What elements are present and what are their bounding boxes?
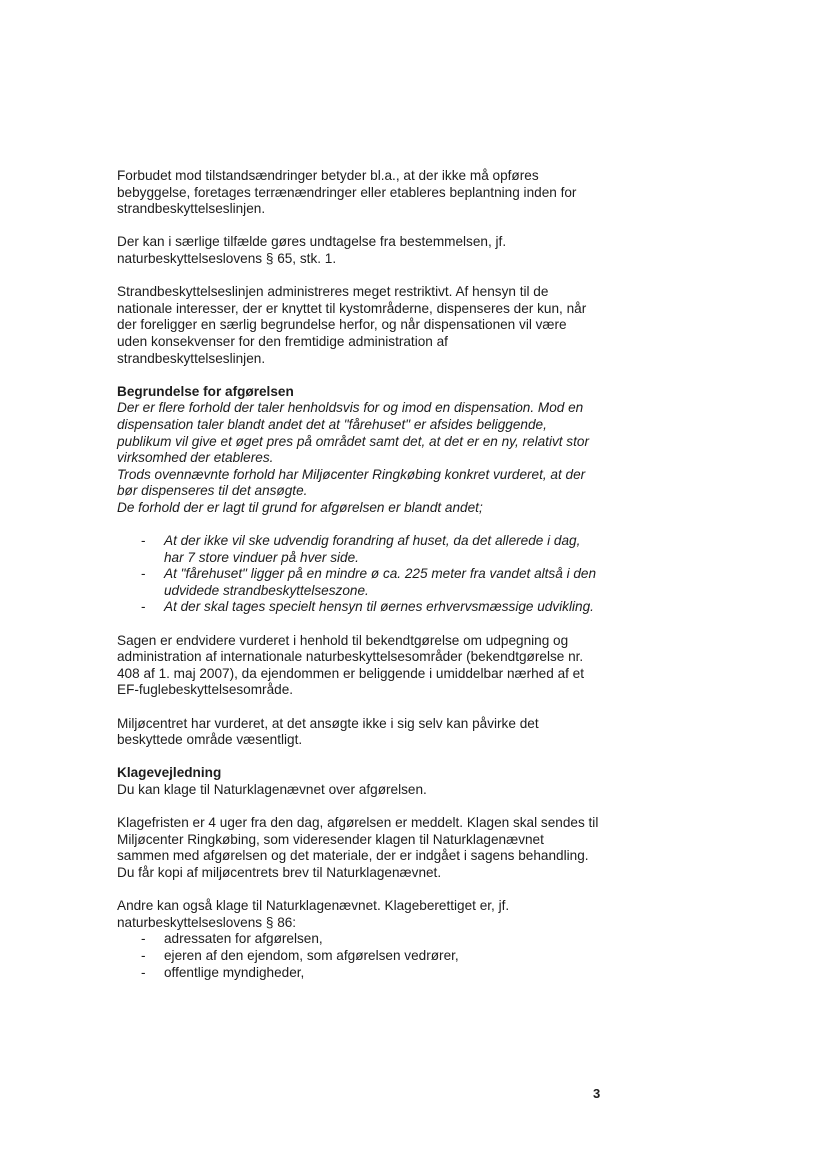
list-item [117, 599, 599, 616]
spacer [117, 268, 599, 285]
spacer [117, 882, 599, 899]
list-item [117, 931, 599, 948]
spacer [117, 799, 599, 816]
dash-bullet: - [141, 947, 146, 963]
paragraph-administration: Strandbeskyttelseslinjen administreres meget restriktivt. Af hensyn til de nationale interesser, der er knyttet til kystområderne, dispenseres der kun, når der foreligger en særlig begrundelse herfor, og når dispensationen vil være uden konsekvenser for den fremtidige administration af strandbeskyttelseslinjen. [117, 284, 587, 366]
paragraph-klageberettiget: Andre kan også klage til Naturklagenævnet. Klageberettiget er, jf. naturbeskyttelseslovens § 86: [117, 898, 510, 930]
list-item-text: At der skal tages specielt hensyn til øernes erhvervsmæssige udvikling. [164, 599, 594, 615]
spacer [117, 367, 599, 384]
spacer [117, 616, 599, 633]
dash-bullet: - [141, 566, 146, 582]
paragraph-vurdering: Sagen er endvidere vurderet i henhold til bekendtgørelse om udpegning og administration af internationale naturbeskyttelsesområder (bekendtgørelse nr. 408 af 1. maj 2007), da ejendommen er beliggende i umiddelbar nærhed af et EF-fuglebeskyttelsesområde. [117, 632, 585, 698]
list-item-text: ejeren af den ejendom, som afgørelsen vedrører, [164, 947, 459, 963]
list-item-text: At "fårehuset" ligger på en mindre ø ca. 225 meter fra vandet altså i den udvidede strandbeskyttelseszone. [164, 566, 597, 598]
heading-begrundelse: Begrundelse for afgørelsen [117, 383, 294, 399]
list-item [117, 965, 599, 982]
paragraph-undtagelse: Der kan i særlige tilfælde gøres undtagelse fra bestemmelsen, jf. naturbeskyttelseslovens § 65, stk. 1. [117, 234, 507, 266]
spacer [117, 699, 599, 716]
page-body [117, 168, 599, 981]
dash-bullet: - [141, 964, 146, 980]
paragraph-forbud: Forbudet mod tilstandsændringer betyder bl.a., at der ikke må opføres bebyggelse, foretages terrænændringer eller etableres beplantning inden for strandbeskyttelseslinjen. [117, 168, 577, 217]
spacer [117, 218, 599, 235]
paragraph-klagefrist: Klagefristen er 4 uger fra den dag, afgørelsen er meddelt. Klagen skal sendes til Miljøcenter Ringkøbing, som videresender klagen til Naturklagenævnet sammen med afgørelsen og det materiale, der er indgået i sagens behandling. Du får kopi af miljøcentrets brev til Naturklagenævnet. [117, 815, 599, 880]
begrundelse-text-1: Der er flere forhold der taler henholdsvis for og imod en dispensation. Mod en dispensation taler blandt andet det at "fårehuset" er afsides beliggende, publikum vil give et øget pres på området samt det, at det er en ny, relativt stor virksomhed der etableres. [117, 400, 589, 466]
begrundelse-text-3: De forhold der er lagt til grund for afgørelsen er blandt andet; [117, 499, 483, 515]
spacer [117, 516, 599, 533]
spacer [117, 749, 599, 766]
list-item-text: At der ikke vil ske udvendig forandring af huset, da det allerede i dag, har 7 store vinduer på hver side. [164, 533, 581, 565]
klageberettiget-list [117, 931, 599, 981]
list-item [117, 566, 599, 599]
list-item [117, 948, 599, 965]
paragraph-klage-intro: Du kan klage til Naturklagenævnet over afgørelsen. [117, 781, 427, 797]
dash-bullet: - [141, 599, 146, 615]
begrundelse-list [117, 533, 599, 616]
dash-bullet: - [141, 533, 146, 549]
heading-klagevejledning: Klagevejledning [117, 765, 222, 781]
page-number: 3 [593, 1086, 601, 1101]
list-item-text: offentlige myndigheder, [164, 964, 305, 980]
paragraph-miljoecentret: Miljøcentret har vurderet, at det ansøgte ikke i sig selv kan påvirke det beskyttede område væsentligt. [117, 715, 539, 748]
begrundelse-text-2: Trods ovennævnte forhold har Miljøcenter Ringkøbing konkret vurderet, at der bør dispenseres til det ansøgte. [117, 466, 586, 499]
list-item [117, 533, 599, 566]
dash-bullet: - [141, 931, 146, 947]
list-item-text: adressaten for afgørelsen, [164, 931, 323, 947]
